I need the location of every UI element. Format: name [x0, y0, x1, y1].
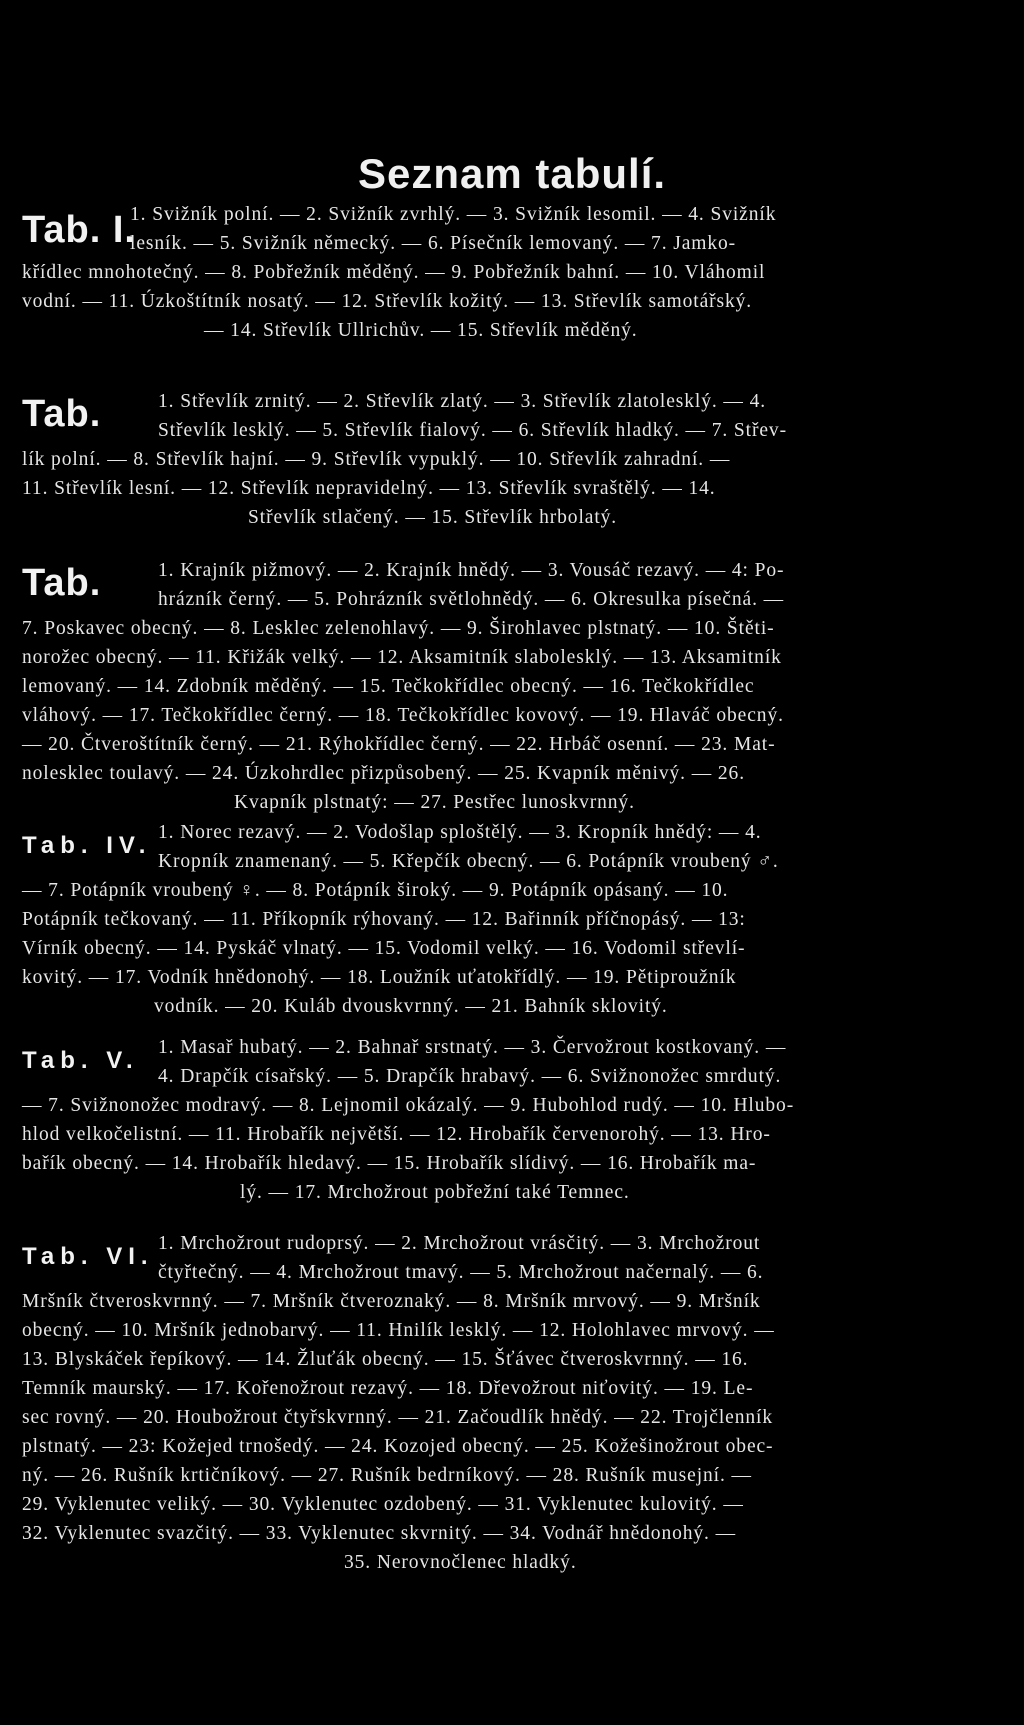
entry-line: 4. Drapčík císařský. — 5. Drapčík hrabavý. — 6. Svižnonožec smrdutý.: [158, 1066, 782, 1087]
tab-label: Tab. VI.: [22, 1243, 154, 1270]
entry-line: vodník. — 20. Kuláb dvouskvrnný. — 21. Bahník sklovitý.: [154, 996, 668, 1017]
entry-line: 13. Blyskáček řepíkový. — 14. Žluťák obecný. — 15. Šťávec čtveroskvrnný. — 16.: [22, 1349, 749, 1370]
entry-line: lesník. — 5. Svižník německý. — 6. Písečník lemovaný. — 7. Jamko-: [130, 233, 737, 254]
entry-line: 1. Svižník polní. — 2. Svižník zvrhlý. — 3. Svižník lesomil. — 4. Svižník: [130, 204, 777, 225]
entry-line: Střevlík stlačený. — 15. Střevlík hrbolatý.: [248, 507, 618, 528]
entry-line: 1. Krajník pižmový. — 2. Krajník hnědý. — 3. Vousáč rezavý. — 4: Po-: [158, 560, 785, 581]
entry-line: 1. Masař hubatý. — 2. Bahnař srstnatý. — 3. Červožrout kostkovaný. —: [158, 1037, 787, 1058]
entry-line: — 14. Střevlík Ullrichův. — 15. Střevlík měděný.: [204, 320, 638, 341]
entry-line: — 7. Svižnonožec modravý. — 8. Lejnomil okázalý. — 9. Hubohlod rudý. — 10. Hlubo-: [22, 1095, 795, 1116]
entry-line: hrázník černý. — 5. Pohrázník světlohnědý. — 6. Okresulka písečná. —: [158, 589, 785, 610]
entry-line: — 20. Čtveroštítník černý. — 21. Rýhokřídlec černý. — 22. Hrbáč osenní. — 23. Mat-: [22, 734, 776, 755]
tab-label: Tab. I.: [22, 209, 136, 251]
entry-line: norožec obecný. — 11. Křižák velký. — 12. Aksamitník slabolesklý. — 13. Aksamitník: [22, 647, 782, 668]
entry-line: plstnatý. — 23: Kožejed trnošedý. — 24. Kozojed obecný. — 25. Kožešinožrout obec-: [22, 1436, 774, 1457]
tab-label: Tab. V.: [22, 1047, 139, 1074]
entry-line: — 7. Potápník vroubený ♀. — 8. Potápník široký. — 9. Potápník opásaný. — 10.: [22, 880, 729, 901]
entry-line: 29. Vyklenutec veliký. — 30. Vyklenutec ozdobený. — 31. Vyklenutec kulovitý. —: [22, 1494, 744, 1515]
entry-line: 35. Nerovnočlenec hladký.: [344, 1552, 577, 1573]
entry-line: nolesklec toulavý. — 24. Úzkohrdlec přizpůsobený. — 25. Kvapník měnivý. — 26.: [22, 763, 745, 784]
entry-line: 1. Mrchožrout rudoprsý. — 2. Mrchožrout vrásčitý. — 3. Mrchožrout: [158, 1233, 761, 1254]
entry-line: čtyřtečný. — 4. Mrchožrout tmavý. — 5. Mrchožrout načernalý. — 6.: [158, 1262, 764, 1283]
entry-line: 7. Poskavec obecný. — 8. Lesklec zelenohlavý. — 9. Širohlavec plstnatý. — 10. Štěti-: [22, 618, 775, 639]
entry-line: 1. Norec rezavý. — 2. Vodošlap sploštělý. — 3. Kropník hnědý: — 4.: [158, 822, 762, 843]
entry-line: bařík obecný. — 14. Hrobařík hledavý. — 15. Hrobařík slídivý. — 16. Hrobařík ma-: [22, 1153, 757, 1174]
entry-line: Temník maurský. — 17. Kořenožrout rezavý. — 18. Dřevožrout niťovitý. — 19. Le-: [22, 1378, 754, 1399]
entry-line: 1. Střevlík zrnitý. — 2. Střevlík zlatý. — 3. Střevlík zlatolesklý. — 4.: [158, 391, 767, 412]
entry-line: vláhový. — 17. Tečkokřídlec černý. — 18. Tečkokřídlec kovový. — 19. Hlaváč obecný.: [22, 705, 784, 726]
entry-line: Vírník obecný. — 14. Pyskáč vlnatý. — 15. Vodomil velký. — 16. Vodomil střevlí-: [22, 938, 746, 959]
entry-line: Kropník znamenaný. — 5. Křepčík obecný. — 6. Potápník vroubený ♂.: [158, 851, 779, 872]
entry-line: Kvapník plstnatý: — 27. Pestřec lunoskvrnný.: [234, 792, 635, 813]
tab-label: Tab. IV.: [22, 832, 152, 859]
entry-line: sec rovný. — 20. Houbožrout čtyřskvrnný. — 21. Začoudlík hnědý. — 22. Trojčlenník: [22, 1407, 773, 1428]
entry-line: 11. Střevlík lesní. — 12. Střevlík nepravidelný. — 13. Střevlík svraštělý. — 14.: [22, 478, 716, 499]
entry-line: lemovaný. — 14. Zdobník měděný. — 15. Tečkokřídlec obecný. — 16. Tečkokřídlec: [22, 676, 755, 697]
entry-line: lý. — 17. Mrchožrout pobřežní také Temnec.: [240, 1182, 630, 1203]
entry-line: Potápník tečkovaný. — 11. Příkopník rýhovaný. — 12. Bařinník příčnopásý. — 13:: [22, 909, 746, 930]
tab-label: Tab.: [22, 393, 102, 435]
entry-line: kovitý. — 17. Vodník hnědonohý. — 18. Loužník uťatokřídlý. — 19. Pětiproužník: [22, 967, 737, 988]
page-title: Seznam tabulí.: [357, 150, 667, 197]
entry-line: křídlec mnohotečný. — 8. Pobřežník měděný. — 9. Pobřežník bahní. — 10. Vláhomil: [22, 262, 766, 283]
entry-line: ný. — 26. Rušník krtičníkový. — 27. Rušník bedrníkový. — 28. Rušník musejní. —: [22, 1465, 752, 1486]
entry-line: 32. Vyklenutec svazčitý. — 33. Vyklenutec skvrnitý. — 34. Vodnář hnědonohý. —: [22, 1523, 736, 1544]
tab-label: Tab.: [22, 562, 102, 604]
entry-line: Mršník čtveroskvrnný. — 7. Mršník čtveroznaký. — 8. Mršník mrvový. — 9. Mršník: [22, 1291, 761, 1312]
entry-line: hlod velkočelistní. — 11. Hrobařík největší. — 12. Hrobařík červenorohý. — 13. Hro-: [22, 1124, 771, 1145]
entry-line: obecný. — 10. Mršník jednobarvý. — 11. Hnilík lesklý. — 12. Holohlavec mrvový. —: [22, 1320, 775, 1341]
entry-line: lík polní. — 8. Střevlík hajní. — 9. Střevlík vypuklý. — 10. Střevlík zahradní. —: [22, 449, 731, 470]
entry-line: vodní. — 11. Úzkoštítník nosatý. — 12. Střevlík kožitý. — 13. Střevlík samotářský.: [22, 291, 753, 312]
entry-line: Střevlík lesklý. — 5. Střevlík fialový. — 6. Střevlík hladký. — 7. Střev-: [158, 420, 787, 441]
